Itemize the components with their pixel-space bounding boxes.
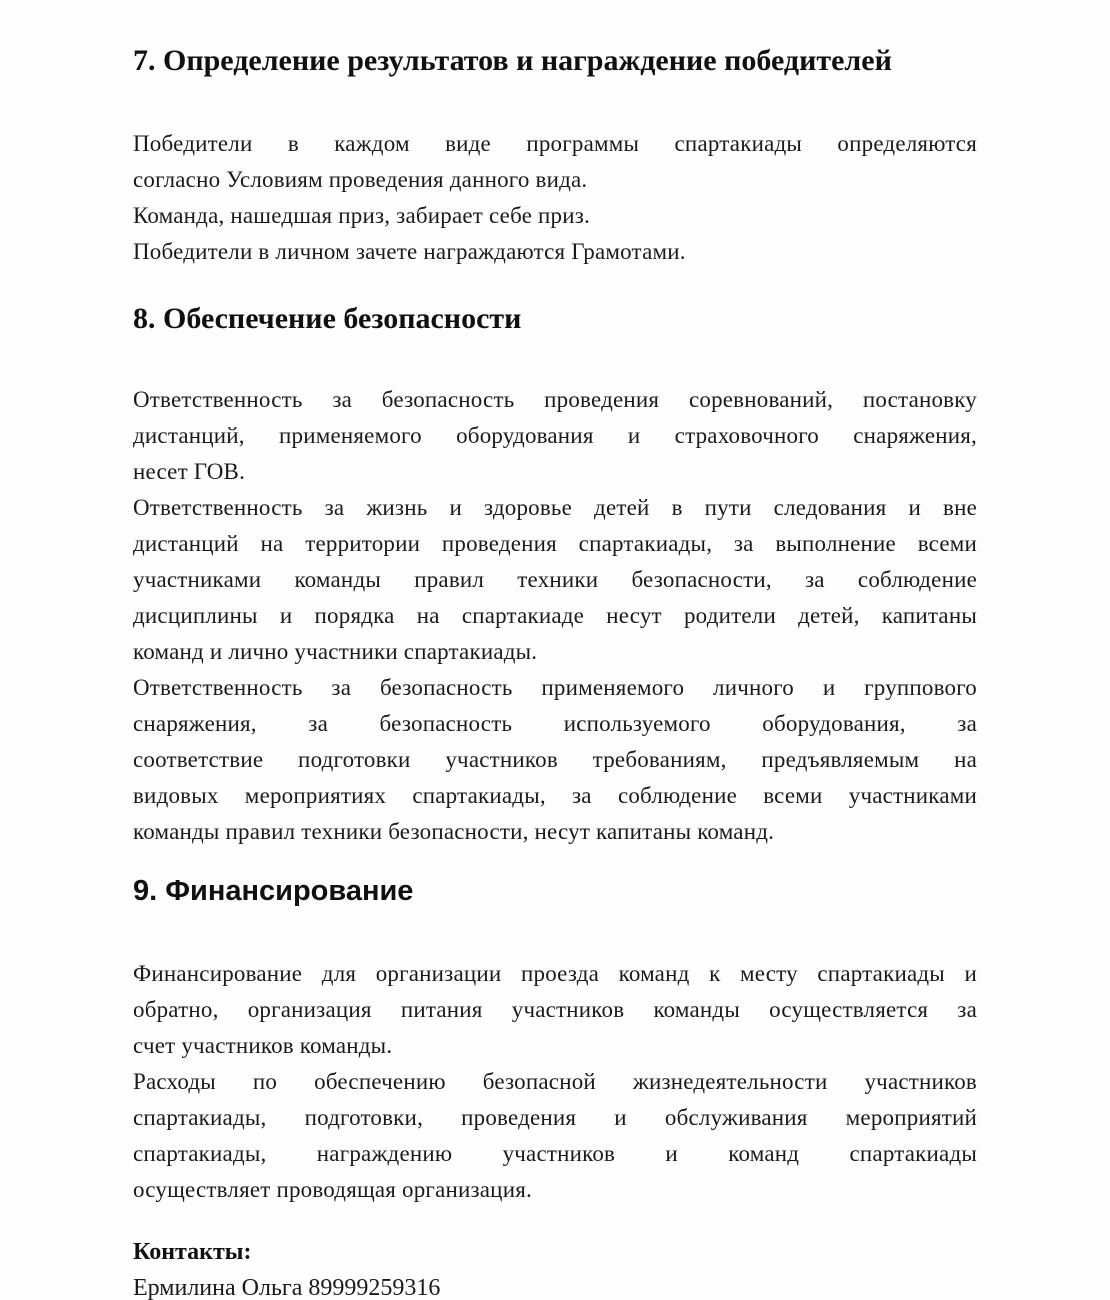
text-line: осуществляет проводящая организация. [133,1177,532,1202]
text-line: Ответственность за безопасность применяемого личного и группового [133,675,977,700]
text-line: участниками команды правил техники безопасности, за соблюдение [133,567,977,592]
contacts-label: Контакты: [133,1239,252,1265]
text-line: Расходы по обеспечению безопасной жизнедеятельности участников [133,1069,977,1094]
text-line: спартакиады, награждению участников и команд спартакиады [133,1141,977,1166]
contacts-block [133,1234,977,1300]
contact-person-phone: Ермилина Ольга 89999259316 [133,1275,441,1300]
text-line: дистанций на территории проведения спартакиады, за выполнение всеми [133,531,977,556]
text-line: обратно, организация питания участников команды осуществляется за [133,997,977,1022]
text-line: несет ГОВ. [133,459,246,484]
text-line: Финансирование для организации проезда команд к месту спартакиады и [133,961,977,986]
text-line: видовых мероприятиях спартакиады, за соблюдение всеми участниками [133,783,977,808]
text-line: команды правил техники безопасности, несут капитаны команд. [133,819,775,844]
text-line: команд и лично участники спартакиады. [133,639,538,664]
text-line: Победители в каждом виде программы спартакиады определяются [133,131,977,156]
text-line: снаряжения, за безопасность используемого оборудования, за [133,711,977,736]
text-line: Ответственность за безопасность проведения соревнований, постановку [133,387,977,412]
section-8-heading: 8. Обеспечение безопасности [133,302,522,335]
text-line: дистанций, применяемого оборудования и страховочного снаряжения, [133,423,977,448]
text-line: Команда, нашедшая приз, забирает себе приз. [133,203,590,228]
section-9-heading: 9. Финансирование [133,875,414,907]
text-line: спартакиады, подготовки, проведения и обслуживания мероприятий [133,1105,977,1130]
section-7-heading: 7. Определение результатов и награждение победителей [133,44,892,77]
text-line: Ответственность за жизнь и здоровье детей в пути следования и вне [133,495,977,520]
text-line: соответствие подготовки участников требованиям, предъявляемым на [133,747,977,772]
text-line: Победители в личном зачете награждаются Грамотами. [133,239,686,264]
section-8-body [133,382,977,850]
section-7-body [133,126,977,270]
text-line: согласно Условиям проведения данного вида. [133,167,588,192]
text-line: счет участников команды. [133,1033,393,1058]
section-9-body [133,956,977,1208]
text-line: дисциплины и порядка на спартакиаде несут родители детей, капитаны [133,603,977,628]
